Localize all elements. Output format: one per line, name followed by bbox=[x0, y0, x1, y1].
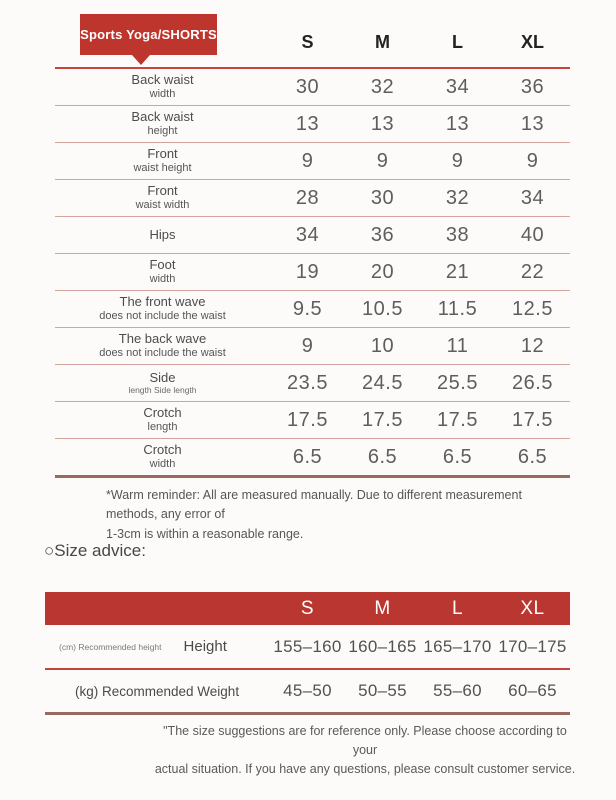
cell-value: 9.5 bbox=[292, 297, 323, 320]
cell-value: 6.5 bbox=[517, 445, 548, 468]
table-row-foot-width bbox=[55, 254, 570, 291]
cell-value: 22 bbox=[520, 260, 545, 283]
size-col-l: L bbox=[452, 32, 463, 52]
row-label-sub: length bbox=[147, 421, 178, 434]
row-label-sub: length Side length bbox=[128, 384, 197, 395]
advice-col-s: S bbox=[300, 597, 315, 619]
weight-value: 60–65 bbox=[508, 681, 557, 700]
row-label bbox=[55, 110, 270, 138]
cell-value: 30 bbox=[295, 75, 320, 98]
height-row-label bbox=[45, 638, 270, 655]
row-label bbox=[55, 73, 270, 101]
cell-value: 25.5 bbox=[437, 371, 478, 394]
height-value: 165–170 bbox=[423, 636, 492, 656]
table-row-back-wave bbox=[55, 328, 570, 365]
row-label-main: Crotch bbox=[143, 405, 182, 421]
table-row-back-waist-height bbox=[55, 106, 570, 143]
row-label-sub: width bbox=[149, 273, 176, 286]
height-label: Height bbox=[183, 638, 227, 655]
weight-value: 45–50 bbox=[283, 681, 332, 700]
cell-value: 6.5 bbox=[367, 445, 398, 468]
advice-row-weight bbox=[45, 670, 570, 715]
row-label bbox=[55, 332, 270, 360]
footnote-line2: actual situation. If you have any questions, please consult customer service. bbox=[154, 761, 576, 776]
cell-value: 30 bbox=[370, 186, 395, 209]
cell-value: 13 bbox=[370, 112, 395, 135]
cell-value: 20 bbox=[370, 260, 395, 283]
row-label-main: The back wave bbox=[118, 331, 207, 347]
table-row-front-wave bbox=[55, 291, 570, 328]
cell-value: 28 bbox=[295, 186, 320, 209]
row-label-sub: does not include the waist bbox=[99, 310, 226, 323]
cell-value: 34 bbox=[520, 186, 545, 209]
size-col-m: M bbox=[375, 32, 390, 52]
footnote-line1: "The size suggestions are for reference only. Please choose according to your bbox=[163, 724, 567, 757]
height-value: 155–160 bbox=[273, 636, 342, 656]
cell-value: 10.5 bbox=[362, 297, 403, 320]
cell-value: 17.5 bbox=[287, 408, 328, 431]
cell-value: 10 bbox=[370, 334, 395, 357]
row-label bbox=[55, 406, 270, 434]
advice-col-m: M bbox=[374, 597, 391, 619]
advice-row-height bbox=[45, 625, 570, 670]
row-label-sub: waist width bbox=[135, 199, 190, 212]
row-label bbox=[55, 184, 270, 212]
cell-value: 13 bbox=[445, 112, 470, 135]
cell-value: 19 bbox=[295, 260, 320, 283]
table-row-crotch-width bbox=[55, 439, 570, 475]
cell-value: 36 bbox=[520, 75, 545, 98]
size-col-s: S bbox=[301, 32, 314, 52]
row-label-main: Side bbox=[149, 369, 176, 385]
row-label-main: Crotch bbox=[143, 442, 182, 458]
row-label bbox=[55, 295, 270, 323]
row-label bbox=[55, 228, 270, 243]
size-column-header bbox=[270, 32, 570, 53]
cell-value: 9 bbox=[526, 149, 539, 172]
cell-value: 34 bbox=[295, 223, 320, 246]
row-label-sub: width bbox=[149, 458, 176, 471]
cell-value: 11 bbox=[446, 334, 469, 357]
advice-col-l: L bbox=[451, 597, 464, 619]
cell-value: 40 bbox=[520, 223, 545, 246]
cell-value: 17.5 bbox=[362, 408, 403, 431]
cell-value: 11.5 bbox=[437, 297, 478, 320]
advice-header-bar bbox=[45, 592, 570, 625]
cell-value: 32 bbox=[370, 75, 395, 98]
table-row-front-waist-height bbox=[55, 143, 570, 180]
warm-reminder bbox=[106, 486, 566, 544]
row-label-sub: width bbox=[149, 88, 176, 101]
warm-reminder-line1: *Warm reminder: All are measured manually. Due to different measurement methods, any error of bbox=[106, 488, 522, 522]
row-label-sub: does not include the waist bbox=[99, 347, 226, 360]
measurements-table bbox=[55, 67, 570, 478]
cell-value: 13 bbox=[295, 112, 320, 135]
cell-value: 9 bbox=[451, 149, 464, 172]
weight-label: (kg) Recommended Weight bbox=[75, 683, 240, 699]
badge-pointer-icon bbox=[132, 55, 150, 65]
cell-value: 17.5 bbox=[512, 408, 553, 431]
cell-value: 12.5 bbox=[512, 297, 553, 320]
row-label bbox=[55, 258, 270, 286]
cell-value: 23.5 bbox=[287, 371, 328, 394]
cell-value: 9 bbox=[376, 149, 389, 172]
row-label-main: Front bbox=[147, 183, 178, 199]
weight-value: 55–60 bbox=[433, 681, 482, 700]
height-value: 170–175 bbox=[498, 636, 567, 656]
size-advice-heading: ○Size advice: bbox=[44, 541, 146, 560]
table-row-side-length bbox=[55, 365, 570, 402]
cell-value: 12 bbox=[520, 334, 545, 357]
row-label bbox=[55, 371, 270, 396]
cell-value: 6.5 bbox=[442, 445, 473, 468]
row-label-main: Hips bbox=[149, 226, 176, 242]
row-label-main: Foot bbox=[149, 257, 176, 273]
row-label-sub: height bbox=[147, 125, 178, 138]
row-label-main: Front bbox=[147, 146, 178, 162]
cell-value: 6.5 bbox=[292, 445, 323, 468]
size-advice-table bbox=[45, 592, 570, 715]
product-badge-label: Sports Yoga/SHORTS bbox=[80, 14, 217, 55]
cell-value: 32 bbox=[445, 186, 470, 209]
weight-value: 50–55 bbox=[358, 681, 407, 700]
cell-value: 34 bbox=[445, 75, 470, 98]
cell-value: 38 bbox=[445, 223, 470, 246]
row-label-sub: waist height bbox=[133, 162, 192, 175]
row-label-main: Back waist bbox=[131, 72, 194, 88]
cell-value: 24.5 bbox=[362, 371, 403, 394]
cell-value: 13 bbox=[520, 112, 545, 135]
cell-value: 9 bbox=[301, 149, 314, 172]
cell-value: 9 bbox=[301, 334, 314, 357]
row-label-main: Back waist bbox=[131, 109, 194, 125]
warm-reminder-line2: 1-3cm is within a reasonable range. bbox=[106, 526, 304, 541]
table-row-hips bbox=[55, 217, 570, 254]
table-row-front-waist-width bbox=[55, 180, 570, 217]
weight-row-label bbox=[45, 684, 270, 699]
cell-value: 36 bbox=[370, 223, 395, 246]
table-row-crotch-length bbox=[55, 402, 570, 439]
row-label-main: The front wave bbox=[119, 294, 206, 310]
row-label bbox=[55, 443, 270, 471]
cell-value: 17.5 bbox=[437, 408, 478, 431]
table-row-back-waist-width bbox=[55, 69, 570, 106]
height-unit-note: (cm) Recommended height bbox=[59, 641, 162, 652]
size-col-xl: XL bbox=[520, 32, 544, 52]
advice-col-xl: XL bbox=[520, 597, 545, 619]
cell-value: 26.5 bbox=[512, 371, 553, 394]
size-advice-footnote bbox=[150, 722, 580, 778]
row-label bbox=[55, 147, 270, 175]
product-badge bbox=[80, 14, 217, 55]
height-value: 160–165 bbox=[348, 636, 417, 656]
cell-value: 21 bbox=[445, 260, 470, 283]
